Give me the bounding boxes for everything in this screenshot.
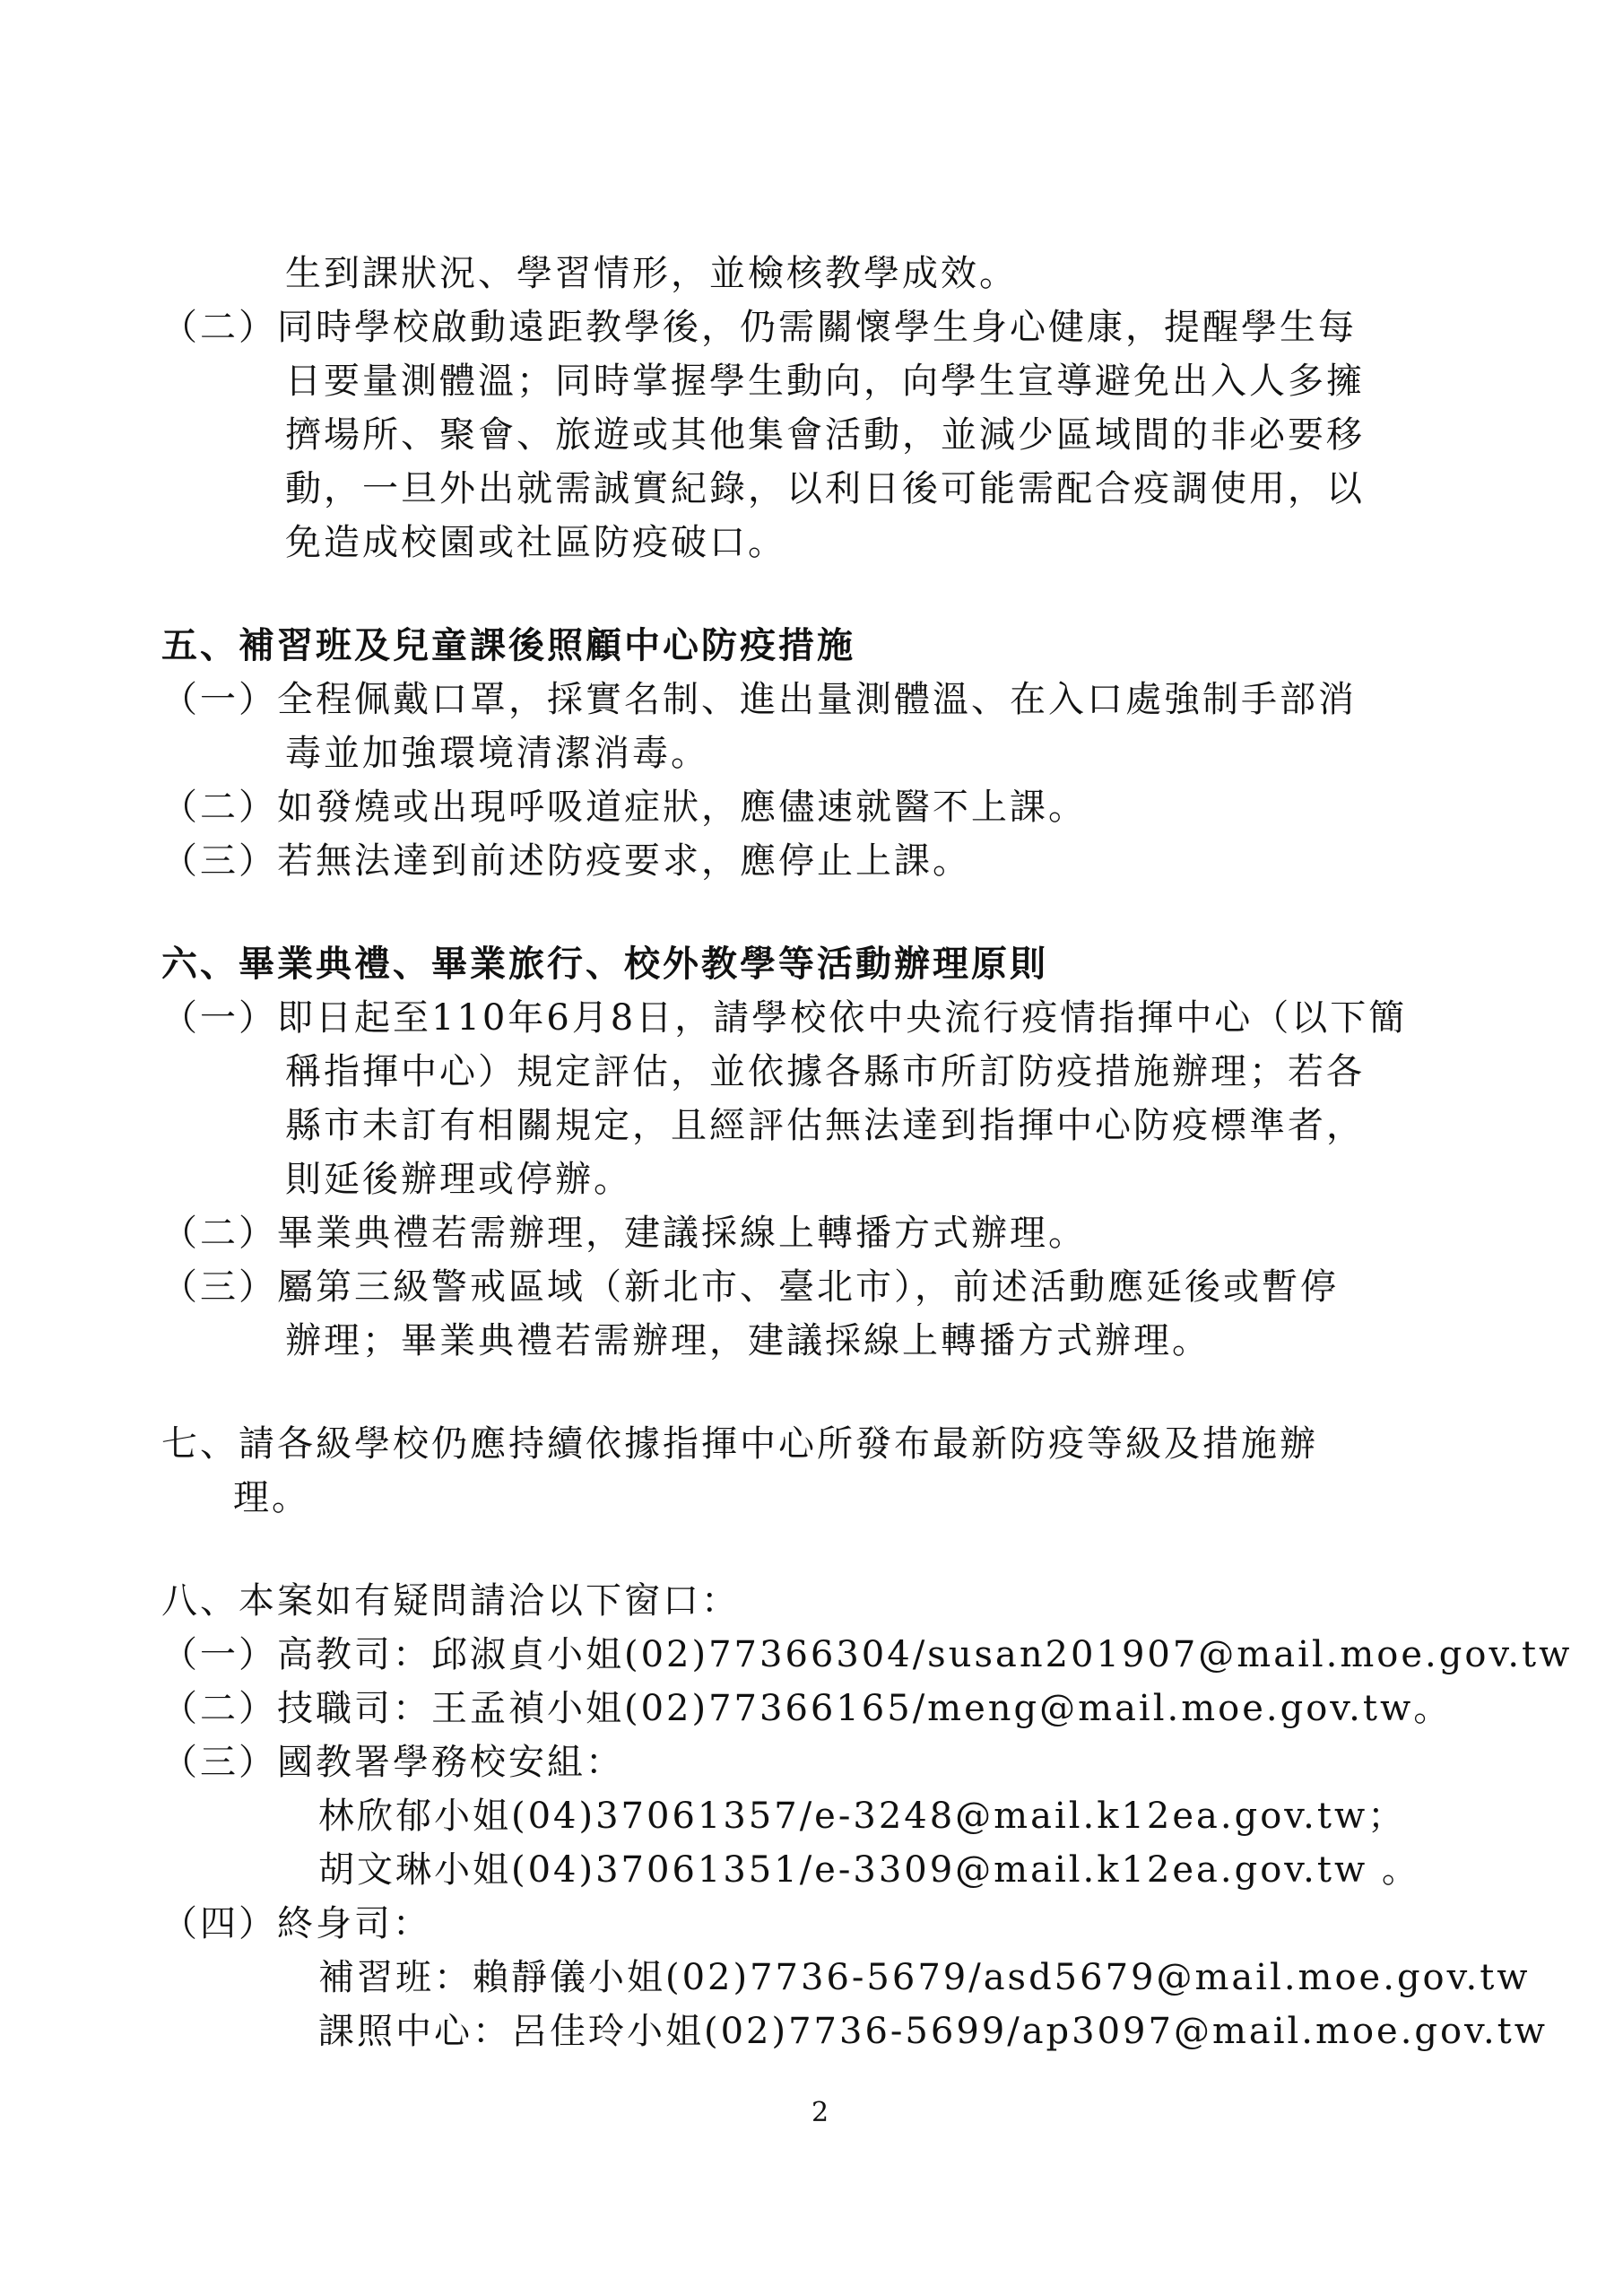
text-line: 縣市未訂有相關規定，且經評估無法達到指揮中心防疫標準者， [285,1105,1365,1146]
contact-line: 胡文琳小姐(04)37061351/e-3309@mail.k12ea.gov.tw 。 [318,1849,1420,1891]
section-heading: 六、畢業典禮、畢業旅行、校外教學等活動辦理原則 [161,943,1048,985]
contact-line: （二）技職司：王孟禎小姐(02)77366165/meng@mail.moe.gov.tw。 [161,1688,1453,1729]
text-line: 稱指揮中心）規定評估，並依據各縣市所訂防疫措施辦理；若各 [285,1051,1365,1092]
text-line: （二）如發燒或出現呼吸道症狀，應儘速就醫不上課。 [161,787,1087,828]
section-heading: 八、本案如有疑問請洽以下窗口： [161,1580,740,1622]
text-line: 免造成校園或社區防疫破口。 [285,522,786,563]
section-heading: 七、請各級學校仍應持續依據指揮中心所發布最新防疫等級及措施辦 [161,1423,1318,1465]
text-line: 則延後辦理或停辦。 [285,1159,632,1200]
text-line: 日要量測體溫；同時掌握學生動向，向學生宣導避免出入人多擁 [285,361,1365,402]
text-line: （一）全程佩戴口罩，採實名制、進出量測體溫、在入口處強制手部消 [161,679,1357,720]
text-line: （三）國教署學務校安組： [161,1742,624,1783]
text-line: 動，一旦外出就需誠實紀錄，以利日後可能需配合疫調使用，以 [285,468,1365,509]
text-line: 擠場所、聚會、旅遊或其他集會活動，並減少區域間的非必要移 [285,414,1365,456]
section-heading: 五、補習班及兒童課後照顧中心防疫措施 [161,624,855,666]
text-line: （一）即日起至110年6月8日，請學校依中央流行疫情指揮中心（以下簡 [161,997,1408,1039]
text-line: 生到課狀況、學習情形，並檢核教學成效。 [285,253,1018,294]
text-line: 理。 [233,1477,310,1518]
text-line: 毒並加強環境清潔消毒。 [285,733,709,774]
text-line: （三）屬第三級警戒區域（新北市、臺北市），前述活動應延後或暫停 [161,1266,1339,1308]
text-line: 辦理；畢業典禮若需辦理，建議採線上轉播方式辦理。 [285,1320,1211,1361]
page-number: 2 [812,2097,829,2128]
text-line: （二）同時學校啟動遠距教學後，仍需關懷學生身心健康，提醒學生每 [161,307,1357,348]
text-line: （二）畢業典禮若需辦理，建議採線上轉播方式辦理。 [161,1213,1087,1254]
contact-line: （一）高教司：邱淑貞小姐(02)77366304/susan201907@mail.moe.gov.tw [161,1634,1573,1675]
text-line: （三）若無法達到前述防疫要求，應停止上課。 [161,840,971,882]
contact-line: 林欣郁小姐(04)37061357/e-3248@mail.k12ea.gov.tw； [318,1796,1407,1837]
contact-line: 補習班：賴靜儀小姐(02)7736-5679/asd5679@mail.moe.gov.tw [318,1957,1531,1998]
text-line: （四）終身司： [161,1903,431,1944]
contact-line: 課照中心：呂佳玲小姐(02)7736-5699/ap3097@mail.moe.gov.tw [318,2011,1548,2052]
